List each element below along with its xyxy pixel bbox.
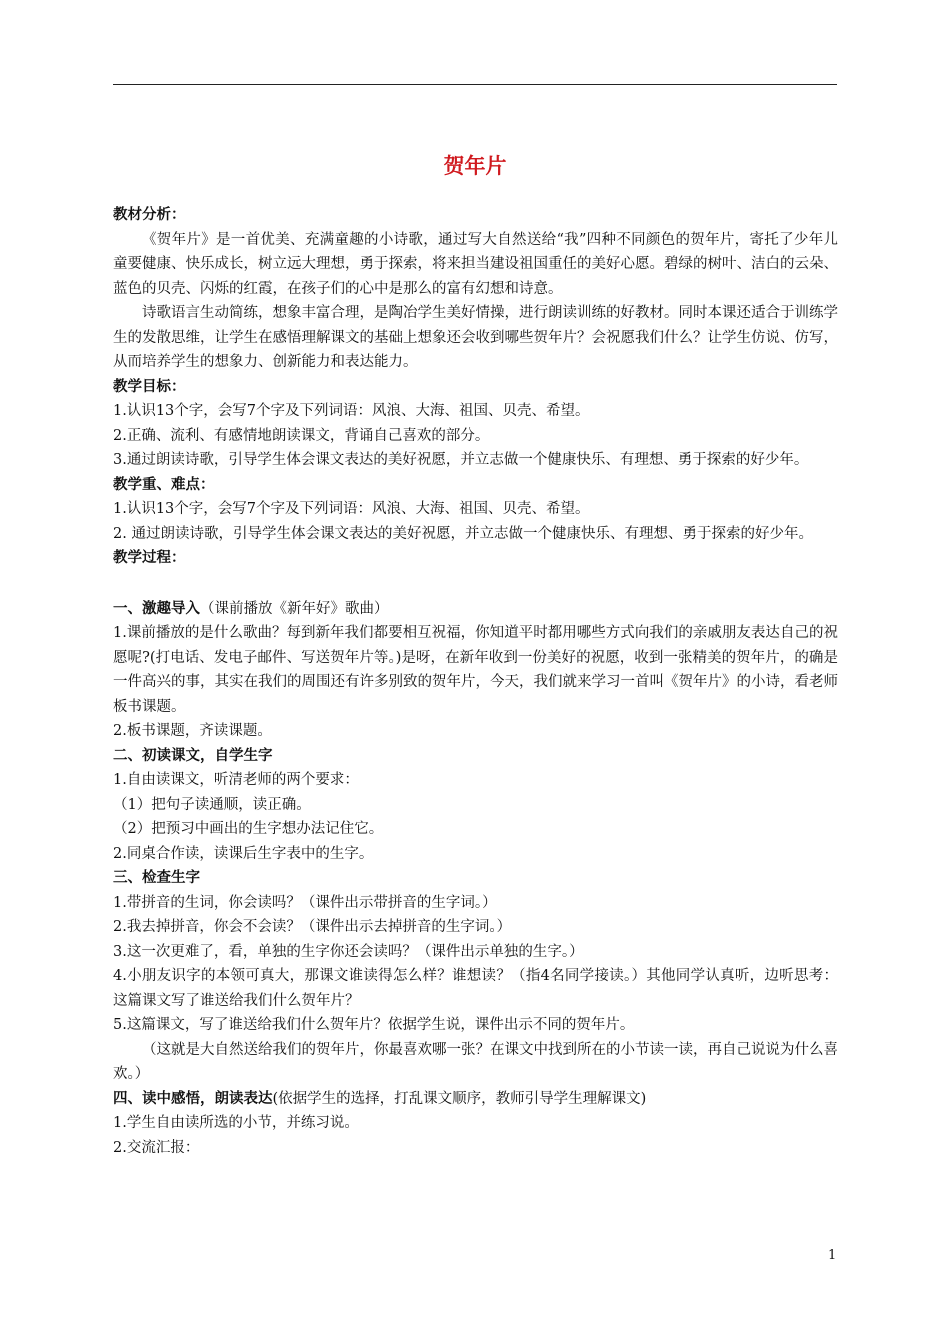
step-2-heading: 二、初读课文，自学生字 (113, 747, 273, 764)
key-points-heading: 教学重、难点： (113, 476, 215, 493)
process-heading: 教学过程： (113, 550, 186, 566)
step-item: 2.我去掉拼音，你会不会读？（课件出示去掉拼音的生字词。） (113, 919, 512, 935)
goals-heading: 教学目标： (113, 378, 186, 395)
step-4-note: (依据学生的选择，打乱课文顺序，教师引导学生理解课文) (272, 1090, 647, 1107)
step-item: 2.交流汇报： (113, 1139, 200, 1156)
step-subitem: （2）把预习中画出的生字想办法记住它。 (113, 821, 384, 837)
step-item: 1.自由读课文，听清老师的两个要求： (113, 772, 359, 788)
page-number: 1 (828, 1248, 837, 1263)
step-item: 1.带拼音的生词，你会读吗？（课件出示带拼音的生字词。） (113, 894, 497, 911)
goal-item: 3.通过朗读诗歌，引导学生体会课文表达的美好祝愿，并立志做一个健康快乐、有理想、勇于探索的好少年。 (113, 452, 809, 468)
step-1-line (113, 597, 838, 622)
step-item: 5.这篇课文，写了谁送给我们什么贺年片？依据学生说，课件出示不同的贺年片。 (113, 1017, 635, 1033)
goal-item: 2.正确、流利、有感情地朗读课文，背诵自己喜欢的部分。 (113, 427, 490, 444)
header-rule (113, 84, 837, 85)
document-body (113, 203, 838, 1160)
key-point-item: 1.认识13个字，会写7个字及下列词语：风浪、大海、祖国、贝壳、希望。 (113, 501, 590, 517)
step-1-note: （课前播放《新年好》歌曲） (200, 600, 389, 617)
goal-item: 1.认识13个字，会写7个字及下列词语：风浪、大海、祖国、贝壳、希望。 (113, 403, 590, 419)
step-item: 1.课前播放的是什么歌曲？每到新年我们都要相互祝福，你知道平时都用哪些方式向我们的亲戚朋友表达自己的祝愿呢?(打电话、发电子邮件、写送贺年片等。)是呀，在新年收到一份美好的祝愿，收到一张精美的贺年片，的确是一件高兴的事，其实在我们的周围还有许多别致的贺年片，今天，我们就来学习一首叫《贺年片》的小诗，看老师板书课题。 (113, 625, 838, 715)
step-3-heading: 三、检查生字 (113, 870, 200, 886)
analysis-heading: 教材分析： (113, 207, 186, 223)
step-item: 1.学生自由读所选的小节，并练习说。 (113, 1115, 359, 1131)
spacer (113, 571, 838, 597)
analysis-paragraph-1: 《贺年片》是一首优美、充满童趣的小诗歌，通过写大自然送给“我”四种不同颜色的贺年片，寄托了少年儿童要健康、快乐成长，树立远大理想，勇于探索，将来担当建设祖国重任的美好心愿。碧绿的树叶、洁白的云朵、蓝色的贝壳、闪烁的红霞，在孩子们的心中是那么的富有幻想和诗意。 (113, 231, 838, 297)
step-note: （这就是大自然送给我们的贺年片，你最喜欢哪一张？在课文中找到所在的小节读一读，再自己说说为什么喜欢。） (113, 1041, 838, 1082)
step-item: 2.板书课题，齐读课题。 (113, 723, 272, 739)
analysis-paragraph-2: 诗歌语言生动简练，想象丰富合理，是陶冶学生美好情操，进行朗读训练的好教材。同时本课还适合于训练学生的发散思维，让学生在感悟理解课文的基础上想象还会收到哪些贺年片？会祝愿我们什么？让学生仿说、仿写，从而培养学生的想象力、创新能力和表达能力。 (113, 305, 838, 370)
key-point-item: 2. 通过朗读诗歌，引导学生体会课文表达的美好祝愿，并立志做一个健康快乐、有理想、勇于探索的好少年。 (113, 525, 813, 542)
step-item: 2.同桌合作读，读课后生字表中的生字。 (113, 845, 374, 862)
step-4-line (113, 1087, 838, 1112)
step-1-heading: 一、激趣导入 (113, 600, 200, 617)
step-item: 4.小朋友识字的本领可真大，那课文谁读得怎么样？谁想读？（指4名同学接读。）其他同学认真听，边听思考：这篇课文写了谁送给我们什么贺年片？ (113, 968, 838, 1009)
page-title: 贺年片 (443, 154, 507, 178)
step-item: 3.这一次更难了，看，单独的生字你还会读吗？（课件出示单独的生字。） (113, 943, 584, 960)
step-4-heading: 四、读中感悟，朗读表达 (113, 1090, 273, 1107)
step-subitem: （1）把句子读通顺，读正确。 (113, 796, 311, 813)
